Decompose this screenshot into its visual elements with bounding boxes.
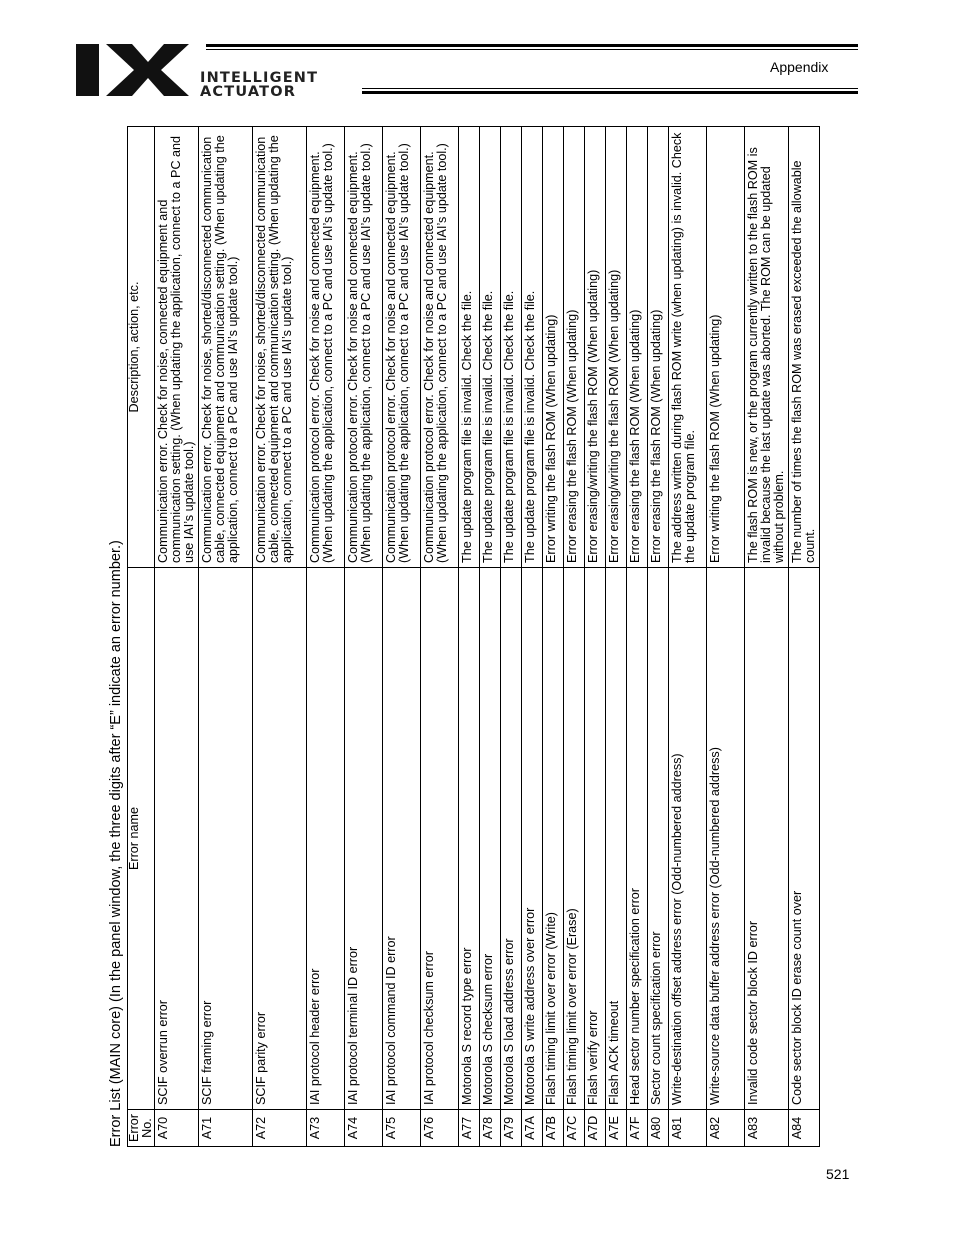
description-cell: The update program file is invalid. Check the file. — [480, 127, 501, 568]
description-cell: Communication protocol error. Check for noise and connected equipment. (When updating the application, connect to a PC and use IAI’s update tool.) — [345, 127, 383, 568]
description-cell: Error erasing/writing the flash ROM (When updating) — [606, 127, 627, 568]
logo-text-actuator: ACTUATOR — [200, 84, 297, 100]
table-row — [789, 127, 820, 1147]
error-no-cell: A83 — [745, 1110, 789, 1147]
error-name-cell: SCIF framing error — [199, 568, 253, 1110]
table-row — [585, 127, 606, 1147]
table-row — [480, 127, 501, 1147]
description-cell: The flash ROM is new, or the program currently written to the flash ROM is invalid because the last update was aborted. The ROM can be updated without problem. — [745, 127, 789, 568]
error-name-cell: Invalid code sector block ID error — [745, 568, 789, 1110]
description-cell: The number of times the flash ROM was erased exceeded the allowable count. — [789, 127, 820, 568]
table-row — [669, 127, 707, 1147]
description-cell: Error erasing the flash ROM (When updating) — [648, 127, 669, 568]
table-row — [199, 127, 253, 1147]
table-row — [155, 127, 199, 1147]
description-cell: Error writing the flash ROM (When updating) — [707, 127, 745, 568]
table-row — [606, 127, 627, 1147]
header-rule-top-thin — [206, 49, 858, 50]
table-row — [307, 127, 345, 1147]
description-cell: Communication error. Check for noise, shorted/disconnected communication cable, connected equipment and communication setting. (When updating the application, connect to a PC and use IAI’s update tool.) — [199, 127, 253, 568]
error-name-cell: SCIF overrun error — [155, 568, 199, 1110]
error-no-cell: A7C — [564, 1110, 585, 1147]
header-rule-bottom — [362, 91, 858, 94]
table-row — [522, 127, 543, 1147]
table-row — [501, 127, 522, 1147]
error-name-cell: Flash verify error — [585, 568, 606, 1110]
description-cell: Error erasing the flash ROM (When updating) — [627, 127, 648, 568]
header-rule-bottom-thin — [362, 88, 858, 89]
error-name-cell: IAI protocol command ID error — [383, 568, 421, 1110]
error-no-cell: A7F — [627, 1110, 648, 1147]
description-cell: Communication error. Check for noise, shorted/disconnected communication cable, connected equipment and communication setting. (When updating the application, connect to a PC and use IAI’s update tool.) — [253, 127, 307, 568]
description-cell: Communication protocol error. Check for noise and connected equipment. (When updating the application, connect to a PC and use IAI’s update tool.) — [421, 127, 459, 568]
error-name-cell: Motorola S checksum error — [480, 568, 501, 1110]
ix-logo — [76, 44, 376, 100]
description-cell: The update program file is invalid. Check the file. — [501, 127, 522, 568]
description-cell: The update program file is invalid. Check the file. — [522, 127, 543, 568]
table-header-row — [128, 127, 155, 1147]
error-name-cell: Write-source data buffer address error (Odd-numbered address) — [707, 568, 745, 1110]
error-no-cell: A7A — [522, 1110, 543, 1147]
description-cell: Communication error. Check for noise, connected equipment and communication setting. (When updating the application, connect to a PC and use IAI’s update tool.) — [155, 127, 199, 568]
error-name-cell: Flash timing limit over error (Erase) — [564, 568, 585, 1110]
error-list-table — [127, 126, 820, 1147]
table-row — [564, 127, 585, 1147]
table-row — [543, 127, 564, 1147]
table-row — [745, 127, 789, 1147]
error-no-cell: A75 — [383, 1110, 421, 1147]
error-no-cell: A77 — [459, 1110, 480, 1147]
description-cell: The update program file is invalid. Check the file. — [459, 127, 480, 568]
table-row — [345, 127, 383, 1147]
ix-logo-mark — [76, 44, 189, 96]
error-no-cell: A70 — [155, 1110, 199, 1147]
header-rule-top — [206, 44, 858, 47]
error-name-cell: IAI protocol checksum error — [421, 568, 459, 1110]
error-no-cell: A81 — [669, 1110, 707, 1147]
error-no-cell: A74 — [345, 1110, 383, 1147]
page-number: 521 — [826, 1166, 850, 1182]
rotated-content — [105, 127, 817, 1147]
error-name-cell: IAI protocol header error — [307, 568, 345, 1110]
error-no-cell: A71 — [199, 1110, 253, 1147]
description-cell: Error erasing the flash ROM (When updating) — [564, 127, 585, 568]
column-header-error-name: Error name — [128, 568, 155, 1110]
error-no-cell: A7B — [543, 1110, 564, 1147]
description-cell: Error writing the flash ROM (When updating) — [543, 127, 564, 568]
description-cell: Communication protocol error. Check for noise and connected equipment. (When updating the application, connect to a PC and use IAI’s update tool.) — [307, 127, 345, 568]
table-row — [707, 127, 745, 1147]
error-name-cell: IAI protocol terminal ID error — [345, 568, 383, 1110]
error-name-cell: Head sector number specification error — [627, 568, 648, 1110]
table-row — [459, 127, 480, 1147]
error-no-cell: A84 — [789, 1110, 820, 1147]
column-header-description: Description, action, etc. — [128, 127, 155, 568]
error-name-cell: SCIF parity error — [253, 568, 307, 1110]
error-no-cell: A7E — [606, 1110, 627, 1147]
error-name-cell: Motorola S load address error — [501, 568, 522, 1110]
error-name-cell: Write-destination offset address error (Odd-numbered address) — [669, 568, 707, 1110]
error-no-cell: A78 — [480, 1110, 501, 1147]
table-row — [421, 127, 459, 1147]
section-title: Appendix — [770, 59, 829, 75]
table-row — [627, 127, 648, 1147]
table-caption: Error List (MAIN core) (In the panel window, the three digits after “E” indicate an error number.) — [108, 540, 124, 1147]
error-no-cell: A82 — [707, 1110, 745, 1147]
error-name-cell: Motorola S record type error — [459, 568, 480, 1110]
table-row — [648, 127, 669, 1147]
logo-text-intelligent: INTELLIGENT — [200, 70, 319, 86]
description-cell: Error erasing/writing the flash ROM (When updating) — [585, 127, 606, 568]
error-name-cell: Sector count specification error — [648, 568, 669, 1110]
error-name-cell: Flash ACK timeout — [606, 568, 627, 1110]
table-row — [383, 127, 421, 1147]
error-no-cell: A80 — [648, 1110, 669, 1147]
error-name-cell: Motorola S write address over error — [522, 568, 543, 1110]
description-cell: Communication protocol error. Check for noise and connected equipment. (When updating the application, connect to a PC and use IAI’s update tool.) — [383, 127, 421, 568]
error-no-cell: A72 — [253, 1110, 307, 1147]
table-row — [253, 127, 307, 1147]
column-header-error-no: Error No. — [128, 1110, 155, 1147]
error-name-cell: Flash timing limit over error (Write) — [543, 568, 564, 1110]
error-no-cell: A76 — [421, 1110, 459, 1147]
error-name-cell: Code sector block ID erase count over — [789, 568, 820, 1110]
error-no-cell: A7D — [585, 1110, 606, 1147]
error-no-cell: A79 — [501, 1110, 522, 1147]
description-cell: The address written during flash ROM write (when updating) is invalid. Check the update program file. — [669, 127, 707, 568]
error-no-cell: A73 — [307, 1110, 345, 1147]
